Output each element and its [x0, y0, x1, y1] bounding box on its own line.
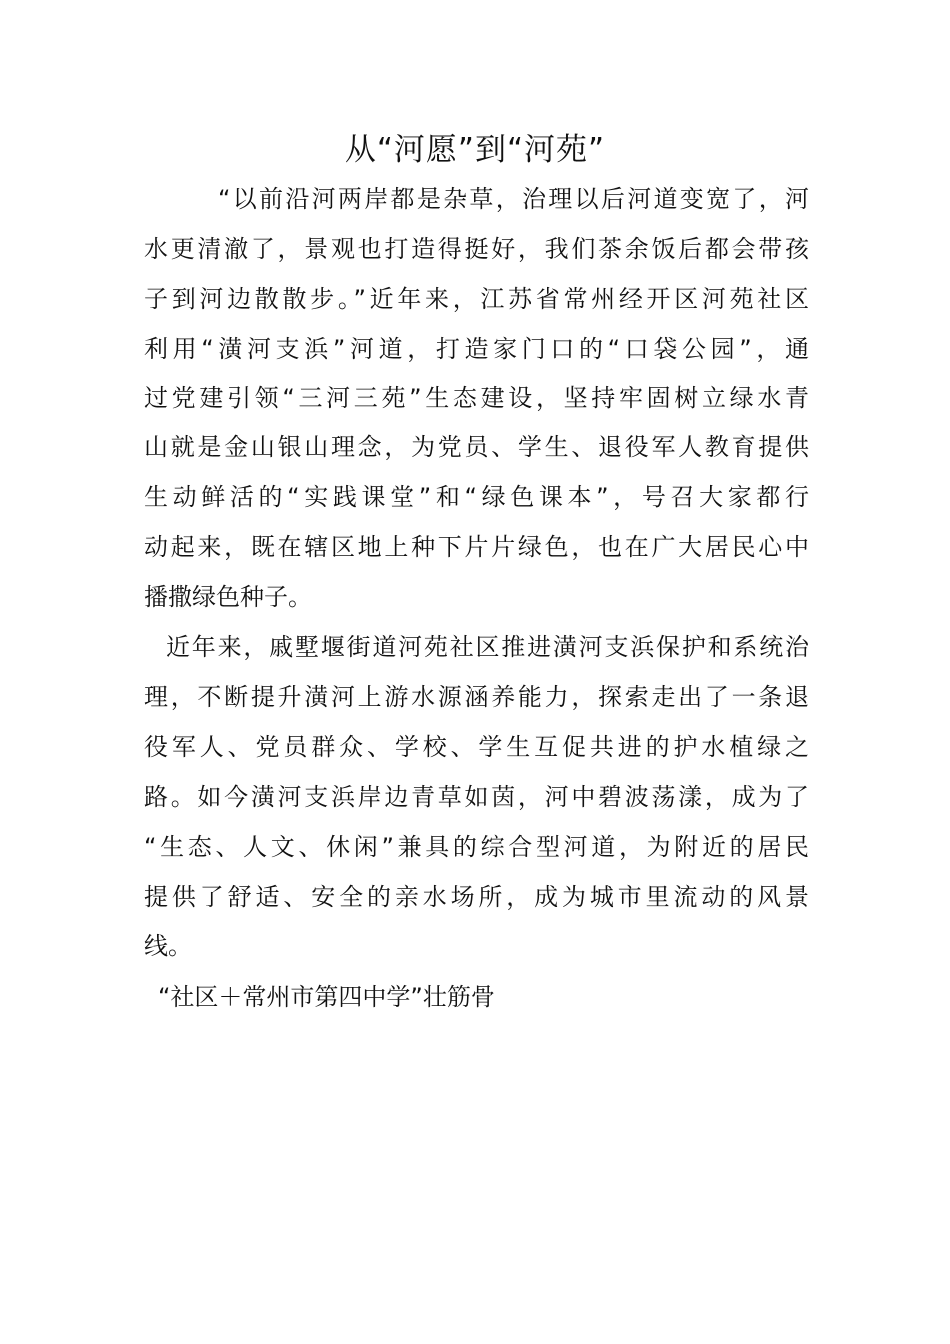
section-subheading: “社区＋常州市第四中学”壮筋骨 — [158, 983, 495, 1011]
paragraph-line: 播撒绿色种子。 — [144, 583, 312, 611]
paragraph-line: “以前沿河两岸都是杂草，治理以后河道变宽了，河 — [218, 185, 809, 213]
paragraph-line: 提供了舒适、安全的亲水场所，成为城市里流动的风景 — [144, 883, 809, 911]
paragraph-line: 水更清澈了，景观也打造得挺好，我们茶余饭后都会带孩 — [144, 235, 809, 263]
document-title: 从“河愿”到“河苑” — [344, 132, 606, 168]
paragraph-line: 理，不断提升潢河上游水源涵养能力，探索走出了一条退 — [144, 683, 809, 711]
paragraph-line: 生动鲜活的“实践课堂”和“绿色课本”，号召大家都行 — [144, 483, 809, 511]
paragraph-line: 子到河边散散步。”近年来，江苏省常州经开区河苑社区 — [144, 285, 809, 313]
paragraph-line: 利用“潢河支浜”河道，打造家门口的“口袋公园”，通 — [144, 335, 809, 363]
paragraph-line: 山就是金山银山理念，为党员、学生、退役军人教育提供 — [144, 433, 809, 461]
paragraph-line: “生态、人文、休闲”兼具的综合型河道，为附近的居民 — [144, 833, 809, 861]
paragraph-line: 过党建引领“三河三苑”生态建设，坚持牢固树立绿水青 — [144, 384, 809, 412]
paragraph-line: 近年来，戚墅堰街道河苑社区推进潢河支浜保护和系统治 — [166, 633, 809, 661]
paragraph-line: 路。如今潢河支浜岸边青草如茵，河中碧波荡漾，成为了 — [144, 783, 809, 811]
paragraph-line: 役军人、党员群众、学校、学生互促共进的护水植绿之 — [144, 733, 809, 761]
paragraph-line: 线。 — [144, 932, 192, 960]
paragraph-line: 动起来，既在辖区地上种下片片绿色，也在广大居民心中 — [144, 533, 809, 561]
